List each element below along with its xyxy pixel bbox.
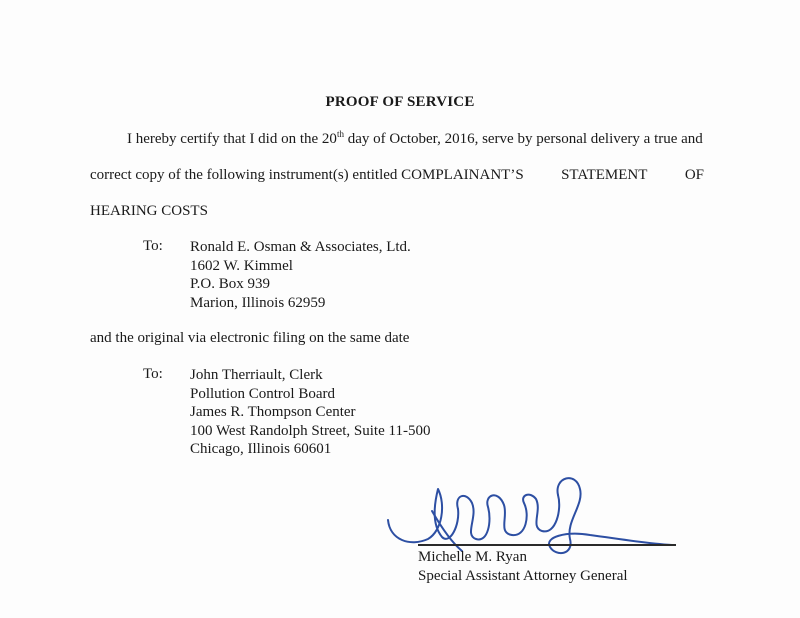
recipient-1-address [190, 238, 411, 312]
address-line: 1602 W. Kimmel [190, 257, 293, 274]
address-line: James R. Thompson Center [190, 404, 356, 420]
certification-line-2-part-1: correct copy of the following instrument(s) entitled COMPLAINANT’S [90, 167, 524, 183]
address-line: Ronald E. Osman & Associates, Ltd. [190, 239, 411, 255]
handwritten-signature [380, 465, 690, 555]
signer-block [418, 548, 628, 585]
address-line: Marion, Illinois 62959 [190, 294, 326, 311]
certification-line-2-part-3: OF [684, 167, 704, 183]
signer-title: Special Assistant Attorney General [418, 567, 628, 584]
signature-stroke [549, 478, 672, 553]
recipient-1-label: To: [143, 238, 163, 254]
recipient-2-label: To: [143, 366, 163, 382]
certification-line-3: HEARING COSTS [90, 203, 208, 219]
address-line: P.O. Box 939 [190, 276, 271, 292]
address-line: John Therriault, Clerk [190, 367, 323, 383]
certification-line-1-end: day of October, 2016, serve by personal delivery a true and [343, 131, 703, 147]
signature-line [418, 544, 676, 546]
original-filing-note: and the original via electronic filing on the same date [90, 330, 410, 346]
signer-name: Michelle M. Ryan [418, 549, 527, 565]
certification-day-suffix: th [336, 129, 344, 139]
signature-stroke [512, 495, 559, 535]
certification-line-2-part-2: STATEMENT [561, 167, 648, 183]
certification-line-1-start: I hereby certify that I did on the 20 [127, 131, 337, 147]
address-line: 100 West Randolph Street, Suite 11-500 [190, 422, 431, 439]
address-line: Chicago, Illinois 60601 [190, 441, 332, 457]
document-title: PROOF OF SERVICE [325, 94, 475, 110]
certification-line-1 [127, 131, 703, 148]
signature-stroke [457, 495, 512, 539]
recipient-2-address [190, 366, 430, 459]
address-line: Pollution Control Board [190, 385, 336, 402]
certification-line-2 [90, 167, 704, 184]
